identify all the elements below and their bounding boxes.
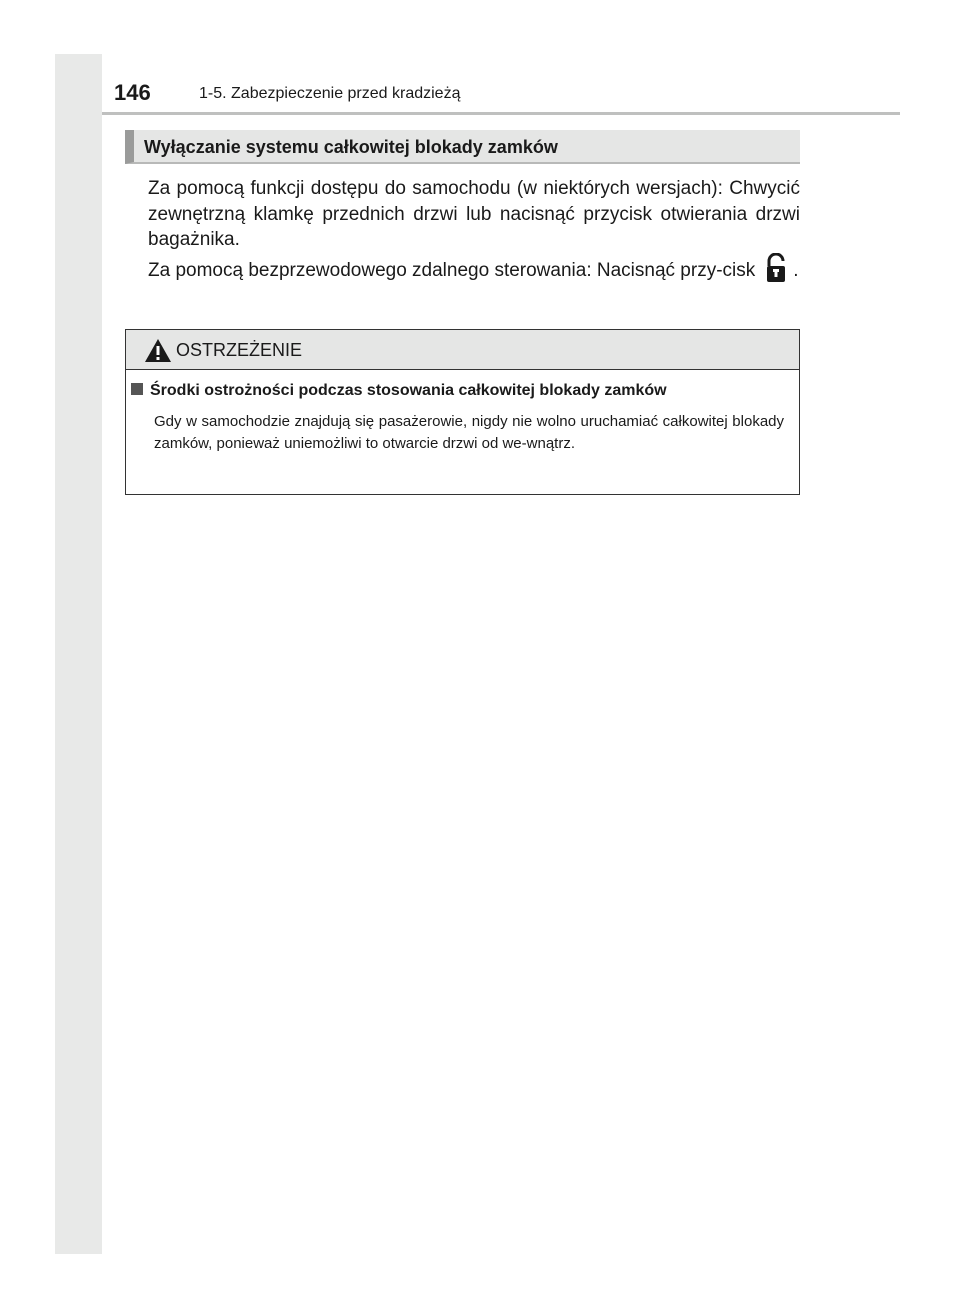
warning-header [126,330,799,370]
chapter-title: 1-5. Zabezpieczenie przed kradzieżą [199,85,461,102]
body-text [148,176,800,290]
page-number: 146 [114,80,151,105]
page-side-strip [55,54,102,1254]
body-paragraph-1: Za pomocą funkcji dostępu do samochodu (w niektórych wersjach): Chwycić zewnętrzną klamkę przednich drzwi lub nacisnąć przycisk otwierania drzwi bagażnika. [148,178,800,250]
section-heading-text: Wyłączanie systemu całkowitej blokady zamków [144,137,558,157]
body-paragraph-2-end: . [793,259,799,281]
body-paragraph-2 [148,253,800,291]
warning-triangle-icon [144,338,172,363]
warning-item-title [131,382,667,400]
section-heading [125,130,800,164]
warning-item-title-text: Środki ostrożności podczas stosowania całkowitej blokady zamków [150,382,667,399]
unlock-icon [765,253,787,291]
warning-item-text: Gdy w samochodzie znajdują się pasażerowie, nigdy nie wolno uruchamiać całkowitej blokady zamków, ponieważ uniemożliwi to otwarcie drzwi od we-wnątrz. [154,413,784,452]
warning-label: OSTRZEŻENIE [176,340,303,360]
square-bullet-icon [131,383,143,395]
warning-box [125,329,800,495]
page-header [102,54,900,114]
header-divider [102,112,900,115]
body-paragraph-2-text: Za pomocą bezprzewodowego zdalnego sterowania: Nacisnąć przy-cisk [148,259,756,281]
